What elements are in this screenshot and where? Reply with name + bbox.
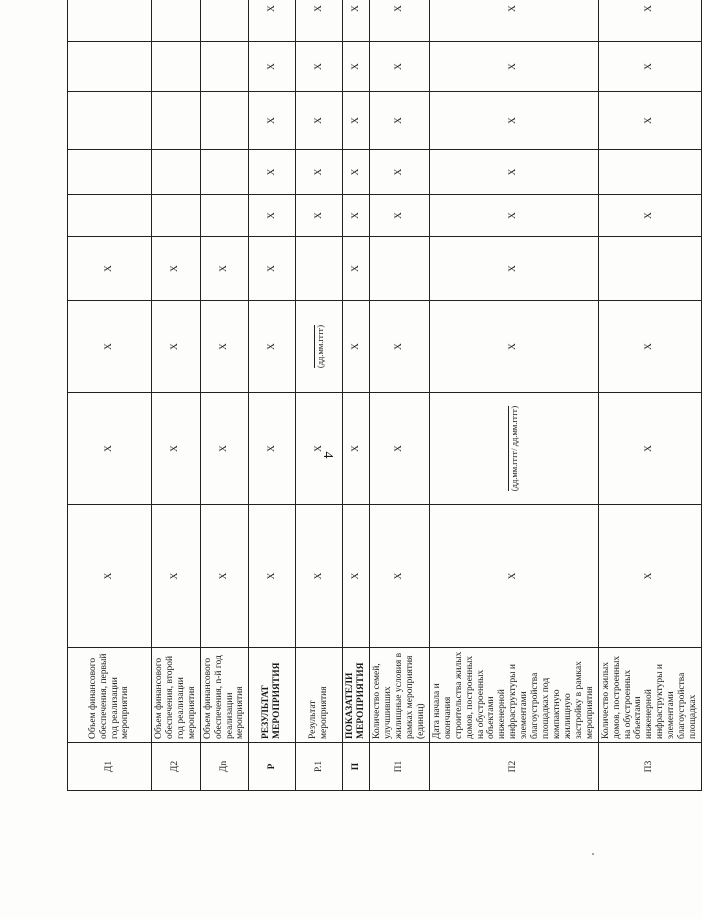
empty-cell	[68, 150, 152, 195]
date-range-placeholder	[429, 393, 598, 505]
x-mark: X	[343, 237, 370, 301]
x-mark: X	[370, 195, 430, 237]
table-row	[296, 0, 343, 791]
row-code: Р.1	[296, 743, 343, 791]
empty-cell	[200, 195, 249, 237]
table-row	[200, 0, 249, 791]
x-mark: X	[152, 237, 201, 301]
x-mark: X	[429, 505, 598, 648]
x-mark: X	[598, 505, 701, 648]
empty-cell	[200, 0, 249, 42]
x-mark: X	[598, 301, 701, 393]
x-mark: X	[200, 505, 249, 648]
row-code: Дn	[200, 743, 249, 791]
x-mark: X	[343, 150, 370, 195]
row-name: Объем финансового обеспечения, n-й год реализации мероприятия	[200, 648, 249, 743]
x-mark: X	[296, 505, 343, 648]
x-mark: X	[249, 195, 296, 237]
empty-cell	[152, 42, 201, 92]
empty-cell	[370, 237, 430, 301]
x-mark: X	[370, 0, 430, 42]
x-mark: X	[249, 301, 296, 393]
x-mark: X	[296, 150, 343, 195]
x-mark: X	[152, 393, 201, 505]
x-mark: X	[370, 301, 430, 393]
empty-cell	[68, 195, 152, 237]
row-code: Д1	[68, 743, 152, 791]
x-mark: X	[429, 301, 598, 393]
x-mark: X	[343, 505, 370, 648]
empty-cell	[68, 0, 152, 42]
x-mark: X	[200, 301, 249, 393]
row-code: П2	[429, 743, 598, 791]
x-mark: X	[343, 0, 370, 42]
table-row	[343, 0, 370, 791]
x-mark: X	[429, 237, 598, 301]
row-name: Объем финансового обеспечения, первый год реализации мероприятия	[68, 648, 152, 743]
empty-cell	[200, 92, 249, 150]
empty-cell	[152, 150, 201, 195]
x-mark: X	[343, 301, 370, 393]
row-name: РЕЗУЛЬТАТ МЕРОПРИЯТИЯ	[249, 648, 296, 743]
x-mark: X	[429, 150, 598, 195]
x-mark: X	[249, 505, 296, 648]
row-name: Дата начала и окончания строительства жилых домов, построенных на обустроенных объектами инженерной инфраструктуры и элементами благоустройства площадках под компактную жилищную застройку в рамках мероприятия	[429, 648, 598, 743]
scan-speck	[592, 853, 594, 855]
x-mark: X	[598, 0, 701, 42]
date-format-label: (дд.мм.гггг)	[314, 324, 325, 369]
empty-cell	[152, 195, 201, 237]
x-mark: X	[68, 301, 152, 393]
x-mark: X	[370, 505, 430, 648]
x-mark: X	[370, 393, 430, 505]
empty-cell	[152, 92, 201, 150]
x-mark: X	[429, 195, 598, 237]
x-mark: X	[68, 505, 152, 648]
table-row	[249, 0, 296, 791]
x-mark: X	[249, 237, 296, 301]
row-code: П	[343, 743, 370, 791]
x-mark: X	[296, 42, 343, 92]
x-mark: X	[68, 393, 152, 505]
table-row	[598, 0, 701, 791]
row-code: Р	[249, 743, 296, 791]
row-name: Объем финансового обеспечения, второй год реализации мероприятия	[152, 648, 201, 743]
x-mark: X	[598, 195, 701, 237]
empty-cell	[152, 0, 201, 42]
x-mark: X	[249, 393, 296, 505]
row-code: П3	[598, 743, 701, 791]
empty-cell	[68, 92, 152, 150]
x-mark: X	[343, 195, 370, 237]
x-mark: X	[249, 150, 296, 195]
x-mark: X	[296, 393, 343, 505]
x-mark: X	[370, 150, 430, 195]
x-mark: X	[598, 393, 701, 505]
x-mark: X	[429, 0, 598, 42]
x-mark: X	[296, 92, 343, 150]
x-mark: X	[152, 301, 201, 393]
table-row	[152, 0, 201, 791]
x-mark: X	[200, 393, 249, 505]
table-row	[429, 0, 598, 791]
empty-cell	[68, 42, 152, 92]
x-mark: X	[598, 42, 701, 92]
x-mark: X	[249, 92, 296, 150]
x-mark: X	[152, 505, 201, 648]
row-code: Д2	[152, 743, 201, 791]
empty-cell	[296, 237, 343, 301]
x-mark: X	[249, 0, 296, 42]
indicators-table	[67, 0, 702, 791]
row-name: Количество семей, улучшивших жилищные условия в рамках мероприятия (единиц)	[370, 648, 430, 743]
x-mark: X	[249, 42, 296, 92]
row-code: П1	[370, 743, 430, 791]
empty-cell	[598, 237, 701, 301]
row-name: Результат мероприятия	[296, 648, 343, 743]
table-row	[370, 0, 430, 791]
empty-cell	[598, 150, 701, 195]
x-mark: X	[68, 237, 152, 301]
x-mark: X	[343, 42, 370, 92]
x-mark: X	[343, 92, 370, 150]
table-container	[67, 5, 699, 791]
date-placeholder	[296, 301, 343, 393]
page-number: 4	[320, 451, 335, 459]
row-name: ПОКАЗАТЕЛИ МЕРОПРИЯТИЯ	[343, 648, 370, 743]
table-row	[68, 0, 152, 791]
row-name: Количество жилых домов, построенных на обустроенных объектами инженерной инфраструктуры и элементами благоустройства площадках	[598, 648, 701, 743]
empty-cell	[200, 42, 249, 92]
x-mark: X	[598, 92, 701, 150]
x-mark: X	[296, 0, 343, 42]
x-mark: X	[200, 237, 249, 301]
x-mark: X	[343, 393, 370, 505]
x-mark: X	[296, 195, 343, 237]
x-mark: X	[370, 42, 430, 92]
x-mark: X	[429, 92, 598, 150]
x-mark: X	[370, 92, 430, 150]
empty-cell	[200, 150, 249, 195]
date-range-format-label: (дд.мм.гггг/ дд.мм.гггг)	[509, 405, 520, 492]
x-mark: X	[429, 42, 598, 92]
